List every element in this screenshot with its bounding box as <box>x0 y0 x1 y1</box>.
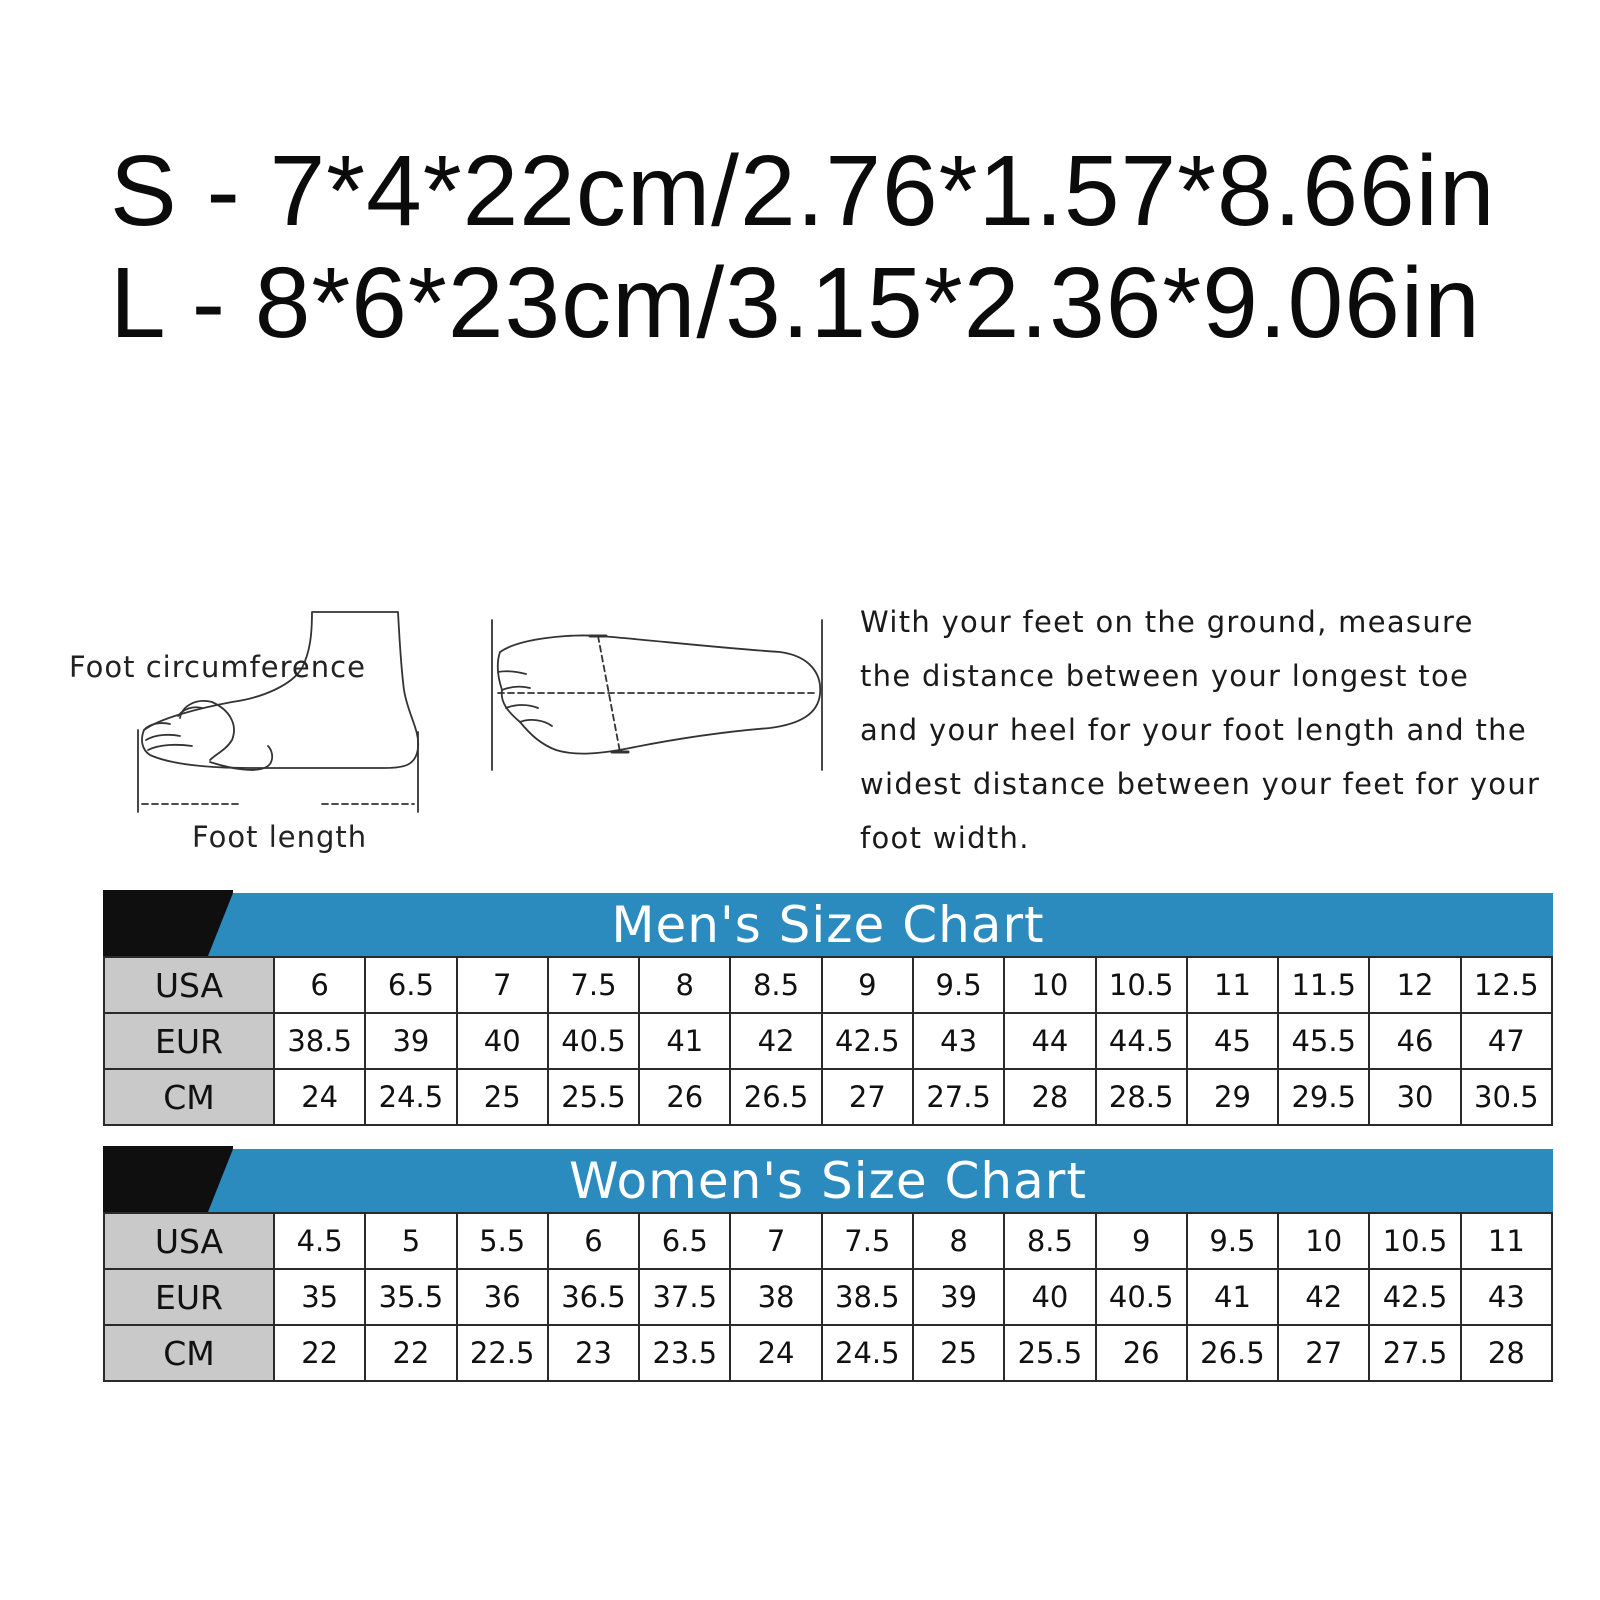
table-cell: 25 <box>457 1069 548 1125</box>
table-cell: 40.5 <box>1096 1269 1187 1325</box>
table-cell: 9 <box>1096 1213 1187 1269</box>
table-cell: 10 <box>1004 957 1095 1013</box>
table-cell: 6.5 <box>365 957 456 1013</box>
table-cell: 47 <box>1461 1013 1552 1069</box>
foot-measure-diagram <box>0 590 860 880</box>
table-cell: 30 <box>1369 1069 1460 1125</box>
table-cell: 25.5 <box>548 1069 639 1125</box>
table-cell: 8 <box>913 1213 1004 1269</box>
size-small-line: S - 7*4*22cm/2.76*1.57*8.66in <box>110 135 1496 247</box>
instruction-line: With your feet on the ground, measure <box>860 605 1474 639</box>
table-row <box>104 957 1552 1013</box>
instruction-line: widest distance between your feet for your <box>860 767 1541 801</box>
table-cell: 27 <box>822 1069 913 1125</box>
table-cell: 28 <box>1004 1069 1095 1125</box>
table-cell: 12.5 <box>1461 957 1552 1013</box>
table-cell: 41 <box>639 1013 730 1069</box>
table-cell: 11 <box>1461 1213 1552 1269</box>
table-cell: 8.5 <box>730 957 821 1013</box>
table-cell: 44.5 <box>1096 1013 1187 1069</box>
table-cell: 5 <box>365 1213 456 1269</box>
table-cell: 42 <box>1278 1269 1369 1325</box>
table-cell: 9.5 <box>1187 1213 1278 1269</box>
table-cell: 22 <box>274 1325 365 1381</box>
table-cell: 11 <box>1187 957 1278 1013</box>
table-cell: 36.5 <box>548 1269 639 1325</box>
table-cell: 23.5 <box>639 1325 730 1381</box>
table-cell: 6 <box>548 1213 639 1269</box>
table-cell: 28.5 <box>1096 1069 1187 1125</box>
table-cell: 27.5 <box>913 1069 1004 1125</box>
table-cell: 42 <box>730 1013 821 1069</box>
table-cell: 7 <box>457 957 548 1013</box>
table-cell: 10.5 <box>1369 1213 1460 1269</box>
table-cell: 36 <box>457 1269 548 1325</box>
table-cell: 39 <box>913 1269 1004 1325</box>
table-row <box>104 1213 1552 1269</box>
table-row <box>104 1013 1552 1069</box>
table-cell: 40.5 <box>548 1013 639 1069</box>
table-cell: 42.5 <box>822 1013 913 1069</box>
table-cell: 10 <box>1278 1213 1369 1269</box>
table-cell: 26 <box>1096 1325 1187 1381</box>
foot-illustration-icon <box>0 590 860 880</box>
table-cell: 7 <box>730 1213 821 1269</box>
table-row <box>104 1325 1552 1381</box>
table-cell: 24 <box>730 1325 821 1381</box>
table-cell: 35 <box>274 1269 365 1325</box>
row-header-cell: CM <box>104 1069 274 1125</box>
table-cell: 25 <box>913 1325 1004 1381</box>
table-cell: 10.5 <box>1096 957 1187 1013</box>
table-cell: 29 <box>1187 1069 1278 1125</box>
row-header-cell: USA <box>104 957 274 1013</box>
table-cell: 24.5 <box>822 1325 913 1381</box>
row-header-cell: USA <box>104 1213 274 1269</box>
mens-size-table <box>103 956 1553 1126</box>
table-cell: 30.5 <box>1461 1069 1552 1125</box>
row-header-cell: CM <box>104 1325 274 1381</box>
womens-chart-title: Women's Size Chart <box>569 1152 1087 1210</box>
table-cell: 22 <box>365 1325 456 1381</box>
table-cell: 45.5 <box>1278 1013 1369 1069</box>
table-cell: 38.5 <box>822 1269 913 1325</box>
foot-length-label: Foot length <box>192 820 368 854</box>
foot-circumference-label: Foot circumference <box>69 650 366 684</box>
table-cell: 26 <box>639 1069 730 1125</box>
table-cell: 46 <box>1369 1013 1460 1069</box>
row-header-cell: EUR <box>104 1269 274 1325</box>
table-cell: 45 <box>1187 1013 1278 1069</box>
table-cell: 8 <box>639 957 730 1013</box>
womens-size-table <box>103 1212 1553 1382</box>
table-cell: 44 <box>1004 1013 1095 1069</box>
mens-size-chart <box>103 890 1553 1126</box>
table-cell: 27 <box>1278 1325 1369 1381</box>
table-cell: 12 <box>1369 957 1460 1013</box>
table-cell: 11.5 <box>1278 957 1369 1013</box>
table-cell: 29.5 <box>1278 1069 1369 1125</box>
table-row <box>104 1269 1552 1325</box>
table-cell: 24.5 <box>365 1069 456 1125</box>
table-cell: 40 <box>1004 1269 1095 1325</box>
table-cell: 22.5 <box>457 1325 548 1381</box>
table-cell: 8.5 <box>1004 1213 1095 1269</box>
table-cell: 7.5 <box>822 1213 913 1269</box>
table-cell: 24 <box>274 1069 365 1125</box>
chart-header <box>103 1146 1553 1212</box>
table-cell: 23 <box>548 1325 639 1381</box>
row-header-cell: EUR <box>104 1013 274 1069</box>
table-cell: 40 <box>457 1013 548 1069</box>
table-cell: 26.5 <box>730 1069 821 1125</box>
instruction-line: the distance between your longest toe <box>860 659 1470 693</box>
table-row <box>104 1069 1552 1125</box>
table-cell: 37.5 <box>639 1269 730 1325</box>
instruction-line: foot width. <box>860 821 1030 855</box>
table-cell: 38.5 <box>274 1013 365 1069</box>
table-cell: 6.5 <box>639 1213 730 1269</box>
table-cell: 5.5 <box>457 1213 548 1269</box>
mens-chart-title: Men's Size Chart <box>611 896 1045 954</box>
product-sizes <box>110 135 1550 359</box>
table-cell: 6 <box>274 957 365 1013</box>
table-cell: 26.5 <box>1187 1325 1278 1381</box>
table-cell: 27.5 <box>1369 1325 1460 1381</box>
table-cell: 4.5 <box>274 1213 365 1269</box>
table-cell: 43 <box>1461 1269 1552 1325</box>
table-cell: 9.5 <box>913 957 1004 1013</box>
instruction-line: and your heel for your foot length and the <box>860 713 1527 747</box>
table-cell: 43 <box>913 1013 1004 1069</box>
table-cell: 42.5 <box>1369 1269 1460 1325</box>
size-large-line: L - 8*6*23cm/3.15*2.36*9.06in <box>110 247 1481 359</box>
womens-size-chart <box>103 1146 1553 1382</box>
chart-header <box>103 890 1553 956</box>
table-cell: 41 <box>1187 1269 1278 1325</box>
measure-instructions <box>860 595 1560 865</box>
table-cell: 35.5 <box>365 1269 456 1325</box>
table-cell: 28 <box>1461 1325 1552 1381</box>
table-cell: 9 <box>822 957 913 1013</box>
table-cell: 7.5 <box>548 957 639 1013</box>
table-cell: 39 <box>365 1013 456 1069</box>
table-cell: 25.5 <box>1004 1325 1095 1381</box>
table-cell: 38 <box>730 1269 821 1325</box>
